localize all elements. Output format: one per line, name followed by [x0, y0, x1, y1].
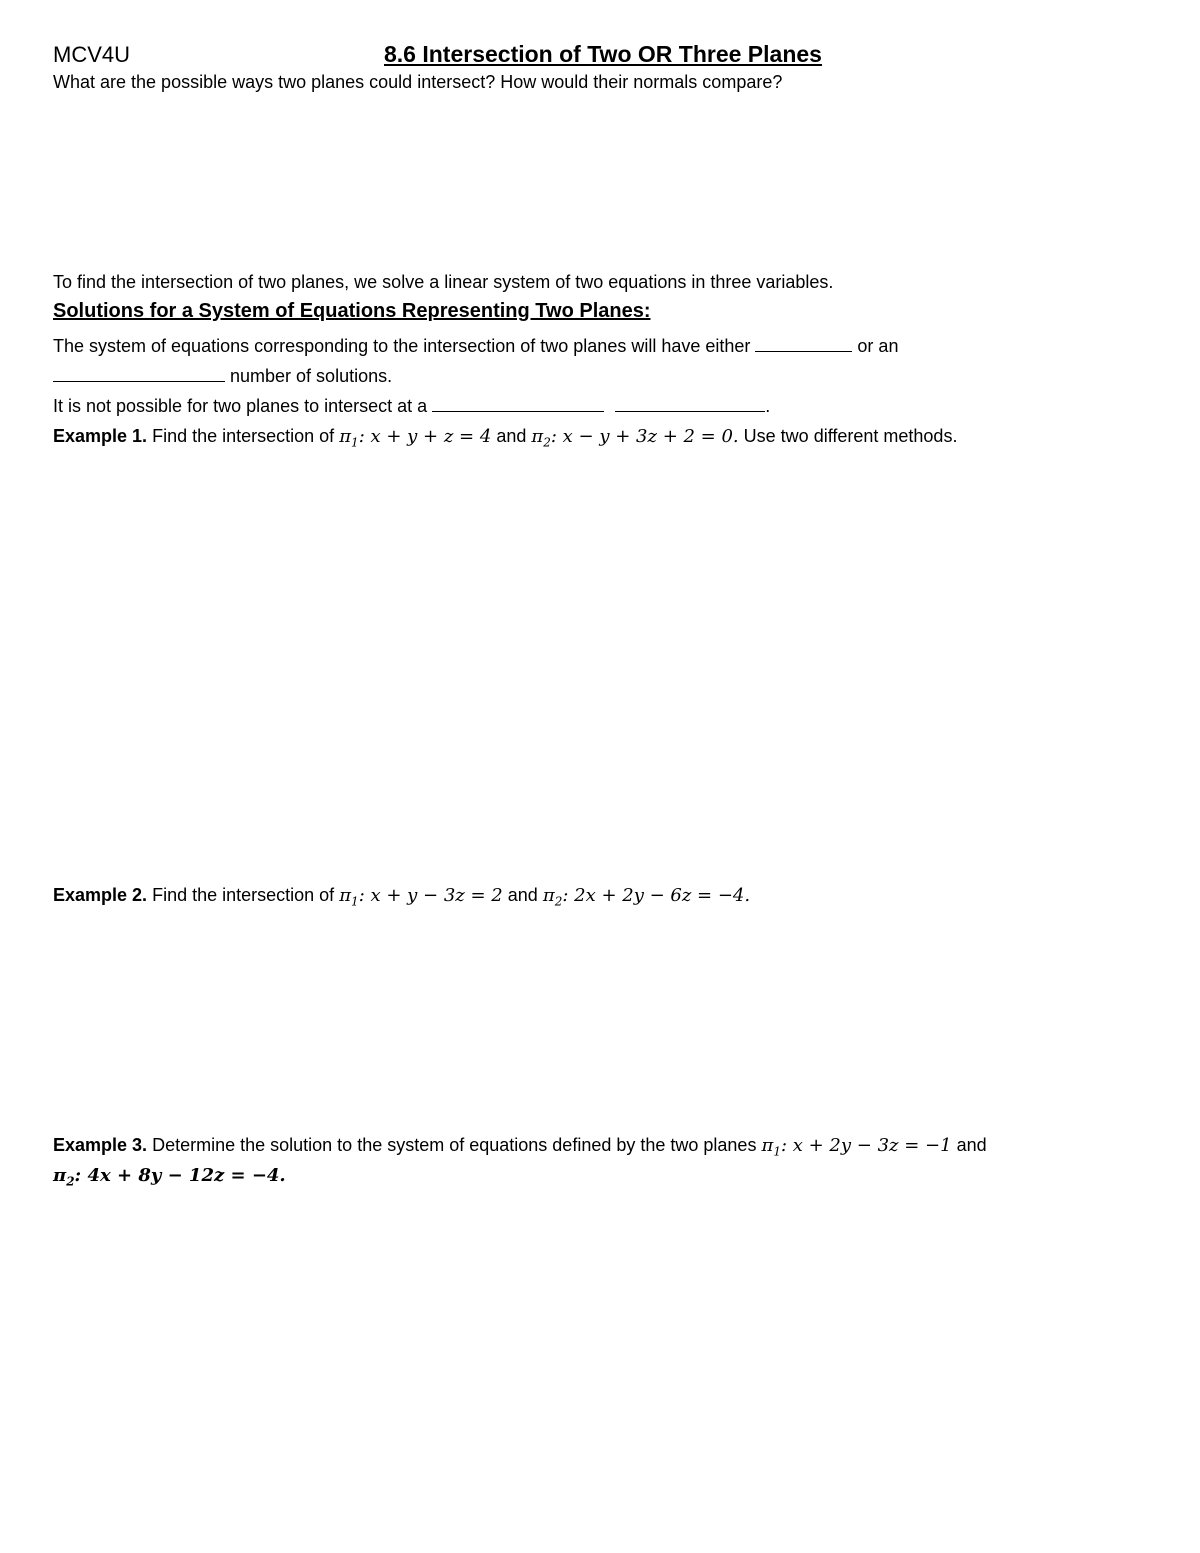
- fill-in-text-2: number of solutions.: [230, 366, 393, 386]
- example-1-plane1-sub: 1: [351, 435, 359, 450]
- example-2-label: Example 2.: [53, 885, 148, 905]
- example-2: [53, 885, 750, 909]
- intro-text: To find the intersection of two planes, we solve a linear system of two equations in three variables.: [53, 272, 834, 292]
- example-2-plane1-symbol: π: [339, 885, 352, 906]
- example-3-eq1: : x + 2y − 3z = −1: [780, 1135, 952, 1156]
- example-3-text-a: Determine the solution to the system of equations defined by the two planes: [152, 1135, 757, 1155]
- example-1-plane1-symbol: π: [339, 426, 352, 447]
- example-3-label: Example 3.: [53, 1135, 148, 1155]
- answer-blank-2[interactable]: [53, 380, 225, 382]
- example-3-eq2: : 4x + 8y − 12z = −4.: [74, 1165, 286, 1186]
- answer-blank-4[interactable]: [615, 410, 765, 412]
- section-heading: Solutions for a System of Equations Representing Two Planes:: [53, 300, 651, 322]
- page-title: 8.6 Intersection of Two OR Three Planes: [384, 41, 822, 67]
- fill-in-line-2: [53, 366, 392, 387]
- example-1-eq1: : x + y + z = 4: [358, 426, 492, 447]
- example-2-plane2-sub: 2: [554, 894, 563, 909]
- fill-in-end-1: or an: [857, 336, 899, 356]
- example-1-label: Example 1.: [53, 426, 148, 446]
- example-1: [53, 426, 957, 450]
- example-3: [53, 1135, 987, 1159]
- example-1-plane2: [531, 426, 739, 450]
- example-2-plane2: [542, 885, 751, 909]
- fill-in-text-1: The system of equations corresponding to the intersection of two planes will have either: [53, 336, 751, 356]
- example-3-plane1: [761, 1135, 952, 1159]
- example-3-line-2: [53, 1165, 286, 1189]
- example-2-text-a: Find the intersection of: [152, 885, 335, 905]
- course-code: MCV4U: [53, 42, 131, 67]
- example-1-plane1: [339, 426, 492, 450]
- example-1-and: and: [496, 426, 527, 446]
- example-3-plane1-sub: 1: [773, 1144, 781, 1159]
- example-3-plane2-sub: 2: [66, 1174, 75, 1189]
- example-2-eq1: : x + y − 3z = 2: [358, 885, 503, 906]
- fill-in-text-3: It is not possible for two planes to intersect at a: [53, 396, 428, 416]
- example-3-plane2-symbol: π: [53, 1165, 67, 1186]
- opening-question: What are the possible ways two planes could intersect? How would their normals compare?: [53, 72, 783, 92]
- example-3-plane1-symbol: π: [761, 1135, 774, 1156]
- example-2-and: and: [507, 885, 538, 905]
- example-2-plane1: [339, 885, 503, 909]
- example-1-plane2-sub: 2: [543, 435, 551, 450]
- example-2-plane1-sub: 1: [351, 894, 359, 909]
- example-2-plane2-symbol: π: [542, 885, 555, 906]
- fill-in-end-3: .: [765, 396, 771, 416]
- example-1-eq2: : x − y + 3z + 2 = 0.: [550, 426, 739, 447]
- example-2-eq2: : 2x + 2y − 6z = −4.: [562, 885, 751, 906]
- answer-blank-3[interactable]: [432, 410, 604, 412]
- example-1-text-b: Use two different methods.: [743, 426, 958, 446]
- fill-in-line-3: [53, 396, 770, 417]
- example-3-plane2: [53, 1165, 286, 1189]
- example-3-and: and: [956, 1135, 987, 1155]
- fill-in-line-1: [53, 336, 898, 357]
- answer-blank-1[interactable]: [755, 350, 852, 352]
- example-1-plane2-symbol: π: [531, 426, 544, 447]
- example-1-text-a: Find the intersection of: [152, 426, 335, 446]
